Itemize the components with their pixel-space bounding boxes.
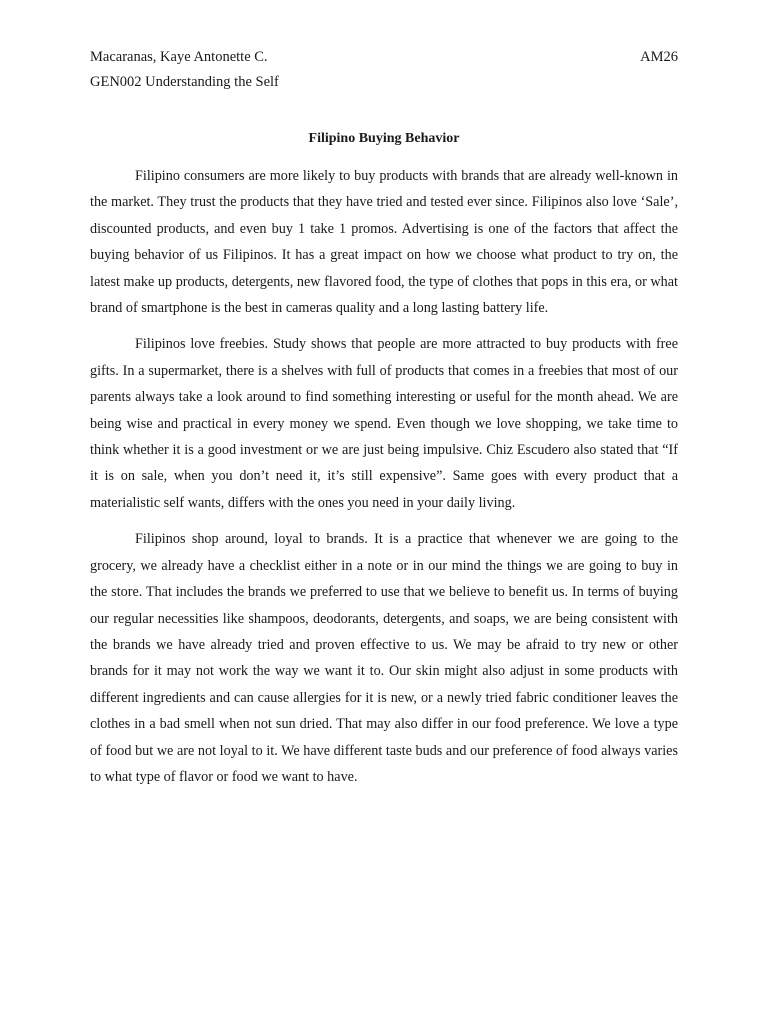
section-code: AM26 [640,49,678,65]
paragraph-1: Filipino consumers are more likely to buy products with brands that are already well-known in the market. They trust the products that they have tried and tested ever since. Filipinos also love ‘Sale’, discounted products, and even buy 1 take 1 promos. Advertising is one of the factors that affect the buying behavior of us Filipinos. It has a great impact on how we choose what product to try on, the latest make up products, detergents, new flavored food, the type of clothes that pops in this era, or what brand of smartphone is the best in cameras quality and a long lasting battery life. [90,168,678,317]
paragraph-2: Filipinos love freebies. Study shows that people are more attracted to buy products with free gifts. In a supermarket, there is a shelves with full of products that comes in a freebies that most of our parents always take a look around to find something interesting or useful for the month ahead. We are being wise and practical in every money we spend. Even though we love shopping, we take time to think whether it is a good investment or we are just being impulsive. Chiz Escudero also stated that “If it is on sale, when you don’t need it, it’s still expensive”. Same goes with every product that a materialistic self wants, differs with the ones you need in your daily living. [90,336,678,511]
document-body [90,163,678,800]
author-name: Macaranas, Kaye Antonette C. [90,49,268,65]
header-row-author [90,48,678,66]
paragraph-3: Filipinos shop around, loyal to brands. It is a practice that whenever we are going to the grocery, we already have a checklist either in a note or in our mind the things we are going to buy in the store. That includes the brands we preferred to use that we believe to benefit us. In terms of buying our regular necessities like shampoos, deodorants, detergents, and soaps, we are being consistent with the brands we have already tried and proven effective to us. We may be afraid to try new or other brands for it may not work the way we want it to. Our skin might also adjust in some products with different ingredients and can cause allergies for it is new, or a newly tried fabric conditioner leaves the clothes in a bad smell when not sun dried. That may also differ in our food preference. We love a type of food but we are not loyal to it. We have different taste buds and our preference of food always varies to what type of flavor or food we want to have. [90,531,678,785]
document-title: Filipino Buying Behavior [308,131,460,146]
course-name: GEN002 Understanding the Self [90,74,279,90]
header-row-course [90,73,678,91]
